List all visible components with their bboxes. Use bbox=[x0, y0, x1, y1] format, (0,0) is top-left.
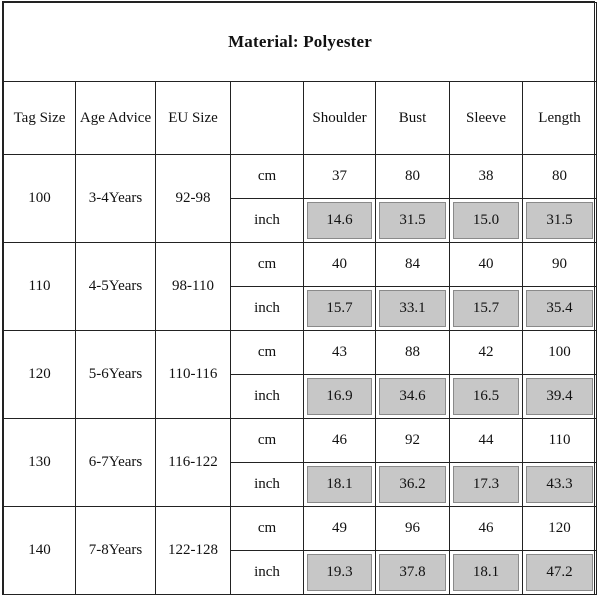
shoulder-cm-cell: 49 bbox=[304, 507, 376, 551]
age-advice-cell: 7-8Years bbox=[76, 507, 156, 595]
length-cm-cell: 110 bbox=[523, 419, 597, 463]
shoulder-cm-cell: 37 bbox=[304, 155, 376, 199]
size-chart bbox=[2, 1, 595, 595]
sleeve-cm-cell: 46 bbox=[450, 507, 523, 551]
header-row bbox=[4, 82, 597, 155]
shaded-value: 18.1 bbox=[307, 466, 372, 503]
age-advice-cell: 4-5Years bbox=[76, 243, 156, 331]
header-tag-size: Tag Size bbox=[4, 82, 76, 155]
length-inch-cell bbox=[523, 551, 597, 595]
shaded-value: 37.8 bbox=[379, 554, 446, 591]
unit-cm-cell: cm bbox=[231, 331, 304, 375]
shaded-value: 15.0 bbox=[453, 202, 519, 239]
table-title: Material: Polyester bbox=[4, 3, 597, 82]
tag-size-cell: 100 bbox=[4, 155, 76, 243]
header-eu-size: EU Size bbox=[156, 82, 231, 155]
length-cm-cell: 100 bbox=[523, 331, 597, 375]
sleeve-cm-cell: 42 bbox=[450, 331, 523, 375]
shaded-value: 31.5 bbox=[379, 202, 446, 239]
unit-cm-cell: cm bbox=[231, 419, 304, 463]
header-sleeve: Sleeve bbox=[450, 82, 523, 155]
eu-size-cell: 122-128 bbox=[156, 507, 231, 595]
shoulder-inch-cell bbox=[304, 287, 376, 331]
length-cm-cell: 120 bbox=[523, 507, 597, 551]
shaded-value: 16.9 bbox=[307, 378, 372, 415]
sleeve-inch-cell bbox=[450, 199, 523, 243]
eu-size-cell: 92-98 bbox=[156, 155, 231, 243]
length-inch-cell bbox=[523, 463, 597, 507]
header-length: Length bbox=[523, 82, 597, 155]
bust-inch-cell bbox=[376, 199, 450, 243]
shoulder-cm-cell: 40 bbox=[304, 243, 376, 287]
length-inch-cell bbox=[523, 287, 597, 331]
bust-cm-cell: 80 bbox=[376, 155, 450, 199]
bust-cm-cell: 96 bbox=[376, 507, 450, 551]
bust-inch-cell bbox=[376, 463, 450, 507]
sleeve-inch-cell bbox=[450, 551, 523, 595]
unit-inch-cell: inch bbox=[231, 375, 304, 419]
shaded-value: 18.1 bbox=[453, 554, 519, 591]
table-row-cm bbox=[4, 155, 597, 199]
shaded-value: 19.3 bbox=[307, 554, 372, 591]
age-advice-cell: 6-7Years bbox=[76, 419, 156, 507]
shoulder-inch-cell bbox=[304, 551, 376, 595]
shoulder-cm-cell: 43 bbox=[304, 331, 376, 375]
shaded-value: 16.5 bbox=[453, 378, 519, 415]
unit-inch-cell: inch bbox=[231, 463, 304, 507]
shaded-value: 36.2 bbox=[379, 466, 446, 503]
table-row-cm bbox=[4, 507, 597, 551]
shaded-value: 39.4 bbox=[526, 378, 593, 415]
eu-size-cell: 110-116 bbox=[156, 331, 231, 419]
shaded-value: 33.1 bbox=[379, 290, 446, 327]
age-advice-cell: 5-6Years bbox=[76, 331, 156, 419]
shaded-value: 43.3 bbox=[526, 466, 593, 503]
shaded-value: 35.4 bbox=[526, 290, 593, 327]
header-bust: Bust bbox=[376, 82, 450, 155]
shaded-value: 14.6 bbox=[307, 202, 372, 239]
header-unit bbox=[231, 82, 304, 155]
unit-cm-cell: cm bbox=[231, 243, 304, 287]
shoulder-inch-cell bbox=[304, 375, 376, 419]
unit-inch-cell: inch bbox=[231, 551, 304, 595]
size-table bbox=[3, 2, 597, 595]
sleeve-cm-cell: 44 bbox=[450, 419, 523, 463]
unit-cm-cell: cm bbox=[231, 155, 304, 199]
length-cm-cell: 90 bbox=[523, 243, 597, 287]
shaded-value: 31.5 bbox=[526, 202, 593, 239]
unit-cm-cell: cm bbox=[231, 507, 304, 551]
length-cm-cell: 80 bbox=[523, 155, 597, 199]
tag-size-cell: 110 bbox=[4, 243, 76, 331]
tag-size-cell: 140 bbox=[4, 507, 76, 595]
shoulder-inch-cell bbox=[304, 463, 376, 507]
length-inch-cell bbox=[523, 199, 597, 243]
header-shoulder: Shoulder bbox=[304, 82, 376, 155]
shaded-value: 15.7 bbox=[453, 290, 519, 327]
unit-inch-cell: inch bbox=[231, 199, 304, 243]
eu-size-cell: 98-110 bbox=[156, 243, 231, 331]
sleeve-inch-cell bbox=[450, 287, 523, 331]
shoulder-cm-cell: 46 bbox=[304, 419, 376, 463]
tag-size-cell: 130 bbox=[4, 419, 76, 507]
length-inch-cell bbox=[523, 375, 597, 419]
bust-cm-cell: 84 bbox=[376, 243, 450, 287]
bust-inch-cell bbox=[376, 551, 450, 595]
shaded-value: 47.2 bbox=[526, 554, 593, 591]
header-age-advice: Age Advice bbox=[76, 82, 156, 155]
bust-inch-cell bbox=[376, 375, 450, 419]
sleeve-inch-cell bbox=[450, 463, 523, 507]
age-advice-cell: 3-4Years bbox=[76, 155, 156, 243]
table-row-cm bbox=[4, 243, 597, 287]
table-row-cm bbox=[4, 331, 597, 375]
table-row-cm bbox=[4, 419, 597, 463]
sleeve-cm-cell: 40 bbox=[450, 243, 523, 287]
shaded-value: 17.3 bbox=[453, 466, 519, 503]
bust-inch-cell bbox=[376, 287, 450, 331]
eu-size-cell: 116-122 bbox=[156, 419, 231, 507]
unit-inch-cell: inch bbox=[231, 287, 304, 331]
shaded-value: 15.7 bbox=[307, 290, 372, 327]
bust-cm-cell: 88 bbox=[376, 331, 450, 375]
sleeve-cm-cell: 38 bbox=[450, 155, 523, 199]
shoulder-inch-cell bbox=[304, 199, 376, 243]
bust-cm-cell: 92 bbox=[376, 419, 450, 463]
tag-size-cell: 120 bbox=[4, 331, 76, 419]
shaded-value: 34.6 bbox=[379, 378, 446, 415]
sleeve-inch-cell bbox=[450, 375, 523, 419]
